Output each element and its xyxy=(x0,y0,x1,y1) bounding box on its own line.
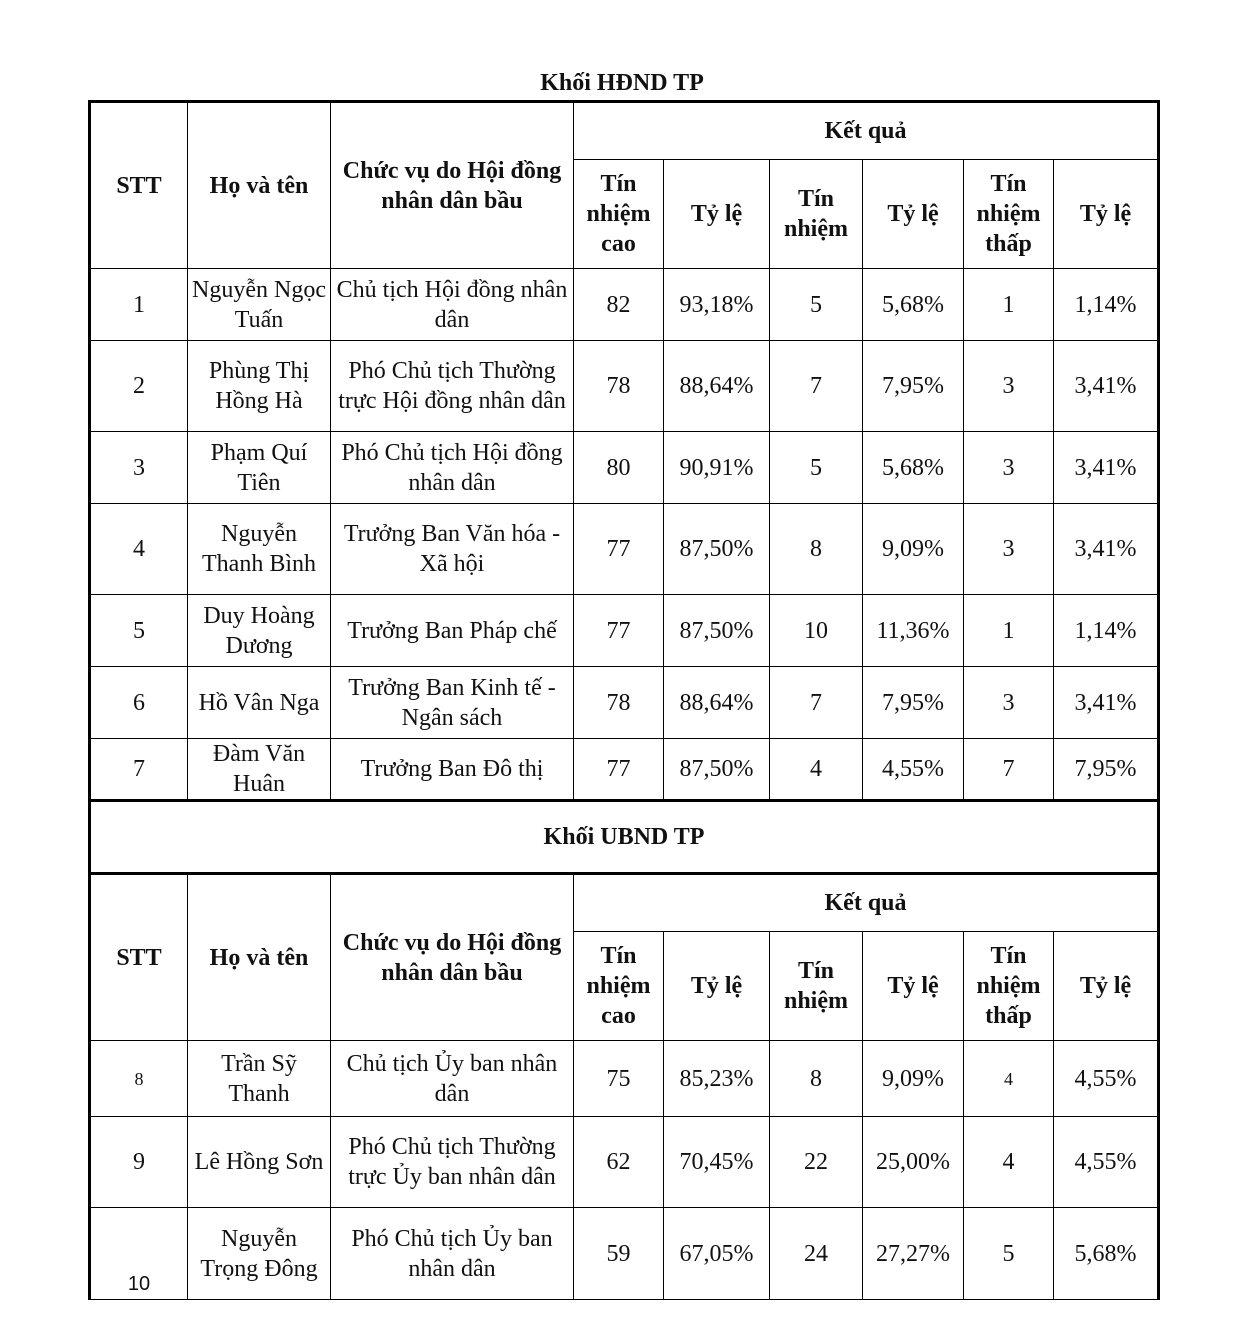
table-row xyxy=(90,1117,1159,1208)
table-row xyxy=(90,504,1159,595)
cell-position: Chủ tịch Hội đồng nhân dân xyxy=(331,269,574,341)
table-row xyxy=(90,739,1159,801)
cell-name: Nguyễn Trọng Đông xyxy=(188,1208,331,1300)
header-name: Họ và tên xyxy=(188,874,331,1041)
cell-low: 4 xyxy=(964,1117,1054,1208)
cell-mid: 8 xyxy=(770,504,863,595)
cell-high-rate: 88,64% xyxy=(664,667,770,739)
cell-stt: 4 xyxy=(90,504,188,595)
cell-high-rate: 87,50% xyxy=(664,504,770,595)
header-row-1 xyxy=(90,874,1159,932)
cell-low-rate: 4,55% xyxy=(1054,1041,1159,1117)
cell-mid: 24 xyxy=(770,1208,863,1300)
cell-low: 1 xyxy=(964,595,1054,667)
cell-stt: 6 xyxy=(90,667,188,739)
cell-high-rate: 67,05% xyxy=(664,1208,770,1300)
header-row-1 xyxy=(90,102,1159,160)
cell-stt: 10 xyxy=(90,1208,188,1300)
cell-position: Trưởng Ban Đô thị xyxy=(331,739,574,801)
header-position: Chức vụ do Hội đồng nhân dân bầu xyxy=(331,874,574,1041)
cell-high: 75 xyxy=(574,1041,664,1117)
cell-mid: 10 xyxy=(770,595,863,667)
header-high-rate: Tỷ lệ xyxy=(664,160,770,269)
cell-mid-rate: 5,68% xyxy=(863,432,964,504)
cell-name: Nguyễn Thanh Bình xyxy=(188,504,331,595)
header-result: Kết quả xyxy=(574,102,1159,160)
cell-position: Trưởng Ban Văn hóa - Xã hội xyxy=(331,504,574,595)
cell-low-rate: 1,14% xyxy=(1054,595,1159,667)
header-mid-rate: Tỷ lệ xyxy=(863,932,964,1041)
cell-high: 77 xyxy=(574,504,664,595)
cell-mid: 4 xyxy=(770,739,863,801)
cell-high-rate: 88,64% xyxy=(664,341,770,432)
cell-mid-rate: 4,55% xyxy=(863,739,964,801)
cell-low-rate: 3,41% xyxy=(1054,432,1159,504)
table-row xyxy=(90,1208,1159,1300)
cell-stt: 9 xyxy=(90,1117,188,1208)
cell-high: 78 xyxy=(574,341,664,432)
cell-name: Nguyễn Ngọc Tuấn xyxy=(188,269,331,341)
cell-position: Phó Chủ tịch Hội đồng nhân dân xyxy=(331,432,574,504)
cell-mid-rate: 11,36% xyxy=(863,595,964,667)
cell-high-rate: 87,50% xyxy=(664,739,770,801)
header-low: Tín nhiệm thấp xyxy=(964,160,1054,269)
header-result: Kết quả xyxy=(574,874,1159,932)
cell-stt: 7 xyxy=(90,739,188,801)
cell-mid-rate: 5,68% xyxy=(863,269,964,341)
cell-position: Phó Chủ tịch Ủy ban nhân dân xyxy=(331,1208,574,1300)
header-low: Tín nhiệm thấp xyxy=(964,932,1054,1041)
header-mid-rate: Tỷ lệ xyxy=(863,160,964,269)
page-title: Khối HĐND TP xyxy=(540,70,704,96)
cell-mid: 7 xyxy=(770,667,863,739)
header-high: Tín nhiệm cao xyxy=(574,160,664,269)
cell-name: Đàm Văn Huân xyxy=(188,739,331,801)
cell-mid-rate: 25,00% xyxy=(863,1117,964,1208)
header-position: Chức vụ do Hội đồng nhân dân bầu xyxy=(331,102,574,269)
header-low-rate: Tỷ lệ xyxy=(1054,160,1159,269)
cell-low: 3 xyxy=(964,432,1054,504)
cell-mid: 7 xyxy=(770,341,863,432)
results-table xyxy=(88,100,1160,1300)
cell-high: 78 xyxy=(574,667,664,739)
header-high-rate: Tỷ lệ xyxy=(664,932,770,1041)
cell-mid: 5 xyxy=(770,432,863,504)
cell-high: 77 xyxy=(574,595,664,667)
cell-mid: 5 xyxy=(770,269,863,341)
cell-stt: 5 xyxy=(90,595,188,667)
table-row xyxy=(90,432,1159,504)
cell-low-rate: 3,41% xyxy=(1054,667,1159,739)
header-name: Họ và tên xyxy=(188,102,331,269)
cell-name: Hồ Vân Nga xyxy=(188,667,331,739)
cell-high: 82 xyxy=(574,269,664,341)
cell-low-rate: 3,41% xyxy=(1054,504,1159,595)
cell-stt: 8 xyxy=(90,1041,188,1117)
header-high: Tín nhiệm cao xyxy=(574,932,664,1041)
cell-name: Phạm Quí Tiên xyxy=(188,432,331,504)
cell-position: Phó Chủ tịch Thường trực Hội đồng nhân dân xyxy=(331,341,574,432)
cell-low: 3 xyxy=(964,504,1054,595)
cell-position: Phó Chủ tịch Thường trực Ủy ban nhân dân xyxy=(331,1117,574,1208)
cell-position: Chủ tịch Ủy ban nhân dân xyxy=(331,1041,574,1117)
cell-mid: 8 xyxy=(770,1041,863,1117)
cell-high-rate: 87,50% xyxy=(664,595,770,667)
cell-stt: 2 xyxy=(90,341,188,432)
table-row xyxy=(90,667,1159,739)
cell-mid-rate: 27,27% xyxy=(863,1208,964,1300)
cell-low-rate: 4,55% xyxy=(1054,1117,1159,1208)
cell-high: 80 xyxy=(574,432,664,504)
cell-low-rate: 7,95% xyxy=(1054,739,1159,801)
cell-name: Duy Hoàng Dương xyxy=(188,595,331,667)
cell-position: Trưởng Ban Kinh tế - Ngân sách xyxy=(331,667,574,739)
cell-mid: 22 xyxy=(770,1117,863,1208)
cell-low: 3 xyxy=(964,341,1054,432)
header-stt: STT xyxy=(90,874,188,1041)
header-stt: STT xyxy=(90,102,188,269)
cell-low: 7 xyxy=(964,739,1054,801)
cell-low-rate: 3,41% xyxy=(1054,341,1159,432)
section-row xyxy=(90,801,1159,874)
cell-mid-rate: 9,09% xyxy=(863,504,964,595)
cell-mid-rate: 7,95% xyxy=(863,341,964,432)
cell-low: 1 xyxy=(964,269,1054,341)
table-row xyxy=(90,341,1159,432)
cell-stt: 1 xyxy=(90,269,188,341)
table-row xyxy=(90,595,1159,667)
cell-high: 59 xyxy=(574,1208,664,1300)
table-row xyxy=(90,269,1159,341)
cell-high: 77 xyxy=(574,739,664,801)
cell-high-rate: 70,45% xyxy=(664,1117,770,1208)
cell-position: Trưởng Ban Pháp chế xyxy=(331,595,574,667)
cell-low: 4 xyxy=(964,1041,1054,1117)
table-row xyxy=(90,1041,1159,1117)
cell-mid-rate: 9,09% xyxy=(863,1041,964,1117)
cell-high-rate: 85,23% xyxy=(664,1041,770,1117)
cell-high: 62 xyxy=(574,1117,664,1208)
section-title: Khối UBND TP xyxy=(90,801,1159,874)
header-mid: Tín nhiệm xyxy=(770,160,863,269)
cell-low-rate: 5,68% xyxy=(1054,1208,1159,1300)
cell-mid-rate: 7,95% xyxy=(863,667,964,739)
cell-stt: 3 xyxy=(90,432,188,504)
header-mid: Tín nhiệm xyxy=(770,932,863,1041)
cell-name: Phùng Thị Hồng Hà xyxy=(188,341,331,432)
cell-low: 3 xyxy=(964,667,1054,739)
cell-low: 5 xyxy=(964,1208,1054,1300)
cell-high-rate: 90,91% xyxy=(664,432,770,504)
cell-high-rate: 93,18% xyxy=(664,269,770,341)
header-low-rate: Tỷ lệ xyxy=(1054,932,1159,1041)
cell-name: Trần Sỹ Thanh xyxy=(188,1041,331,1117)
cell-name: Lê Hồng Sơn xyxy=(188,1117,331,1208)
cell-low-rate: 1,14% xyxy=(1054,269,1159,341)
